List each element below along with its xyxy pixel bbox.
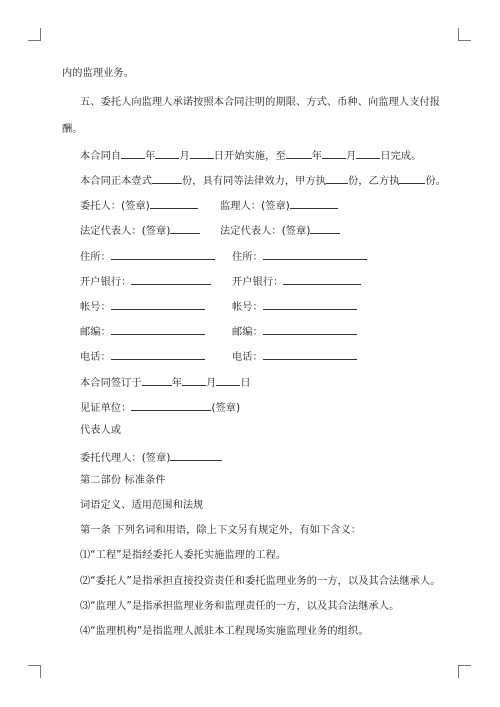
bank-line-left: 开户银行： — [80, 273, 211, 290]
paragraph-line: 酬。 — [62, 124, 83, 135]
crop-mark-top-right — [458, 28, 471, 41]
blank-field[interactable] — [263, 323, 357, 335]
blank-field[interactable] — [190, 147, 214, 159]
address-line-right: 住所： — [232, 248, 367, 265]
phone-line-right: 电话： — [232, 348, 357, 365]
blank-field[interactable] — [290, 197, 338, 209]
definition-item: ⑴“工程”是指经委托人委托实施监理的工程。 — [80, 550, 287, 561]
blank-field[interactable] — [170, 449, 222, 461]
blank-field[interactable] — [399, 172, 425, 184]
copies-line: 本合同正本壹式 份，具有同等法律效力，甲方执 份，乙方执 份。 — [80, 172, 446, 189]
signing-date-line: 本合同签订于 年 月 日 — [80, 374, 251, 391]
blank-field[interactable] — [131, 273, 211, 285]
section-heading: 第二部份 标准条件 — [80, 475, 166, 486]
bank-line-right: 开户银行： — [232, 273, 361, 290]
blank-field[interactable] — [121, 147, 145, 159]
paragraph-line: 第一条 下列名词和用语，除上下文另有规定外，有如下含义： — [80, 525, 362, 536]
paragraph-line: 代表人或 — [80, 425, 122, 436]
crop-mark-bottom-right — [458, 665, 471, 678]
blank-field[interactable] — [326, 172, 348, 184]
postcode-line-left: 邮编： — [80, 323, 205, 340]
blank-field[interactable] — [286, 147, 312, 159]
agent-line: 委托代理人：(签章) — [80, 449, 222, 466]
blank-field[interactable] — [150, 197, 198, 209]
blank-field[interactable] — [356, 147, 380, 159]
signature-line-left: 委托人：(签章) — [80, 197, 198, 214]
signature-line-right: 监理人：(签章) — [220, 197, 338, 214]
blank-field[interactable] — [182, 374, 206, 386]
blank-field[interactable] — [322, 147, 346, 159]
blank-field[interactable] — [170, 222, 200, 234]
blank-field[interactable] — [152, 172, 182, 184]
postcode-line-right: 邮编： — [232, 323, 357, 340]
paragraph-line: 词语定义、适用范围和法规 — [80, 500, 204, 511]
phone-line-left: 电话： — [80, 348, 205, 365]
legal-rep-line-right: 法定代表人：(签章) — [220, 222, 340, 239]
definition-item: ⑶“监理人”是指承担监理业务和监理责任的一方，以及其合法继承人。 — [80, 601, 400, 612]
blank-field[interactable] — [142, 374, 172, 386]
address-line-left: 住所： — [80, 248, 215, 265]
crop-mark-bottom-left — [28, 665, 41, 678]
blank-field[interactable] — [111, 323, 205, 335]
paragraph-line: 内的监理业务。 — [62, 68, 135, 79]
blank-field[interactable] — [216, 374, 240, 386]
blank-field[interactable] — [263, 348, 357, 360]
account-line-left: 帐号： — [80, 298, 205, 315]
blank-field[interactable] — [310, 222, 340, 234]
witness-line: 见证单位： (签章) — [80, 399, 240, 416]
definition-item: ⑵“委托人”是指承担直接投资责任和委托监理业务的一方，以及其合法继承人。 — [80, 576, 441, 587]
contract-period-line: 本合同自 年 月 日开始实施，至 年 月 日完成。 — [80, 147, 422, 164]
blank-field[interactable] — [263, 298, 357, 310]
crop-mark-top-left — [28, 28, 41, 41]
blank-field[interactable] — [155, 147, 179, 159]
blank-field[interactable] — [263, 248, 367, 260]
blank-field[interactable] — [131, 399, 211, 411]
blank-field[interactable] — [111, 248, 215, 260]
paragraph-line: 五、委托人向监理人承诺按照本合同注明的期限、方式、币种、向监理人支付报 — [80, 97, 441, 108]
legal-rep-line-left: 法定代表人：(签章) — [80, 222, 200, 239]
account-line-right: 帐号： — [232, 298, 357, 315]
definition-item: ⑷“监理机构”是指监理人派驻本工程现场实施监理业务的组织。 — [80, 626, 369, 637]
blank-field[interactable] — [283, 273, 361, 285]
blank-field[interactable] — [111, 348, 205, 360]
blank-field[interactable] — [111, 298, 205, 310]
